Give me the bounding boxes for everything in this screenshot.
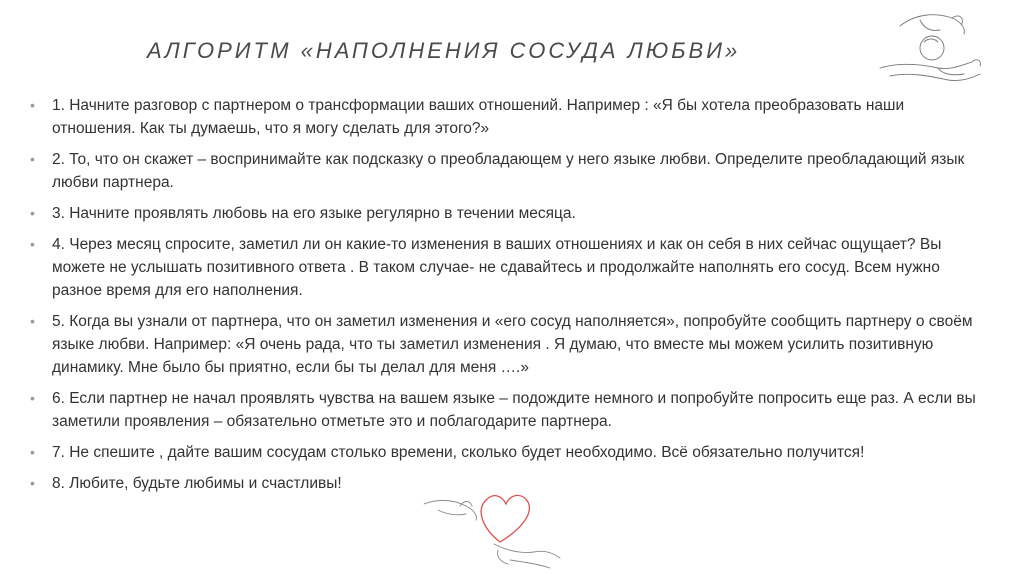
slide-title: АЛГОРИТМ «НАПОЛНЕНИЯ СОСУДА ЛЮБВИ» xyxy=(147,38,741,63)
bullet-icon: • xyxy=(30,313,35,329)
list-item-text: 5. Когда вы узнали от партнера, что он заметил изменения и «его сосуд наполняется», попробуйте сообщить партнеру о своём языке любви. Например: «Я очень рада, что ты заметил изменения . Я думаю, что вместе мы можем усилить позитивную динамику. Мне было бы приятно, если бы ты делал для меня ….» xyxy=(52,313,973,376)
list-item-text: 6. Если партнер не начал проявлять чувства на вашем языке – подождите немного и попробуйте попросить еще раз. А если вы заметили проявления – обязательно отметьте это и поблагодарите партнера. xyxy=(52,390,976,430)
bullet-icon: • xyxy=(30,205,35,221)
bullet-icon: • xyxy=(30,390,35,406)
bullet-icon: • xyxy=(30,444,35,460)
hands-reaching-heart-icon xyxy=(420,480,580,572)
bullet-icon: • xyxy=(30,97,35,113)
list-item xyxy=(30,202,990,225)
list-item xyxy=(30,310,990,379)
list-item xyxy=(30,233,990,302)
hands-holding-heart-icon xyxy=(860,6,1010,92)
list-item-text: 4. Через месяц спросите, заметил ли он какие-то изменения в ваших отношениях и как он себя в них сейчас ощущает? Вы можете не услышать позитивного ответа . В таком случае- не сдавайтесь и продолжайте наполнять его сосуд. Всем нужно разное время для его наполнения. xyxy=(52,236,942,299)
list-item-text: 8. Любите, будьте любимы и счастливы! xyxy=(52,475,342,492)
instruction-list xyxy=(30,94,990,503)
list-item-text: 1. Начните разговор с партнером о трансформации ваших отношений. Например : «Я бы хотела преобразовать наши отношения. Как ты думаешь, что я могу сделать для этого?» xyxy=(52,97,905,137)
bullet-icon: • xyxy=(30,236,35,252)
heart-icon xyxy=(481,495,529,542)
list-item-text: 2. То, что он скажет – воспринимайте как подсказку о преобладающем у него языке любви. Определите преобладающий язык любви партнера. xyxy=(52,151,965,191)
bullet-icon: • xyxy=(30,151,35,167)
list-item xyxy=(30,148,990,194)
list-item-text: 7. Не спешите , дайте вашим сосудам столько времени, сколько будет необходимо. Всё обязательно получится! xyxy=(52,444,865,461)
list-item xyxy=(30,387,990,433)
list-item-text: 3. Начните проявлять любовь на его языке регулярно в течении месяца. xyxy=(52,205,576,222)
bullet-icon: • xyxy=(30,475,35,491)
list-item xyxy=(30,94,990,140)
list-item xyxy=(30,441,990,464)
